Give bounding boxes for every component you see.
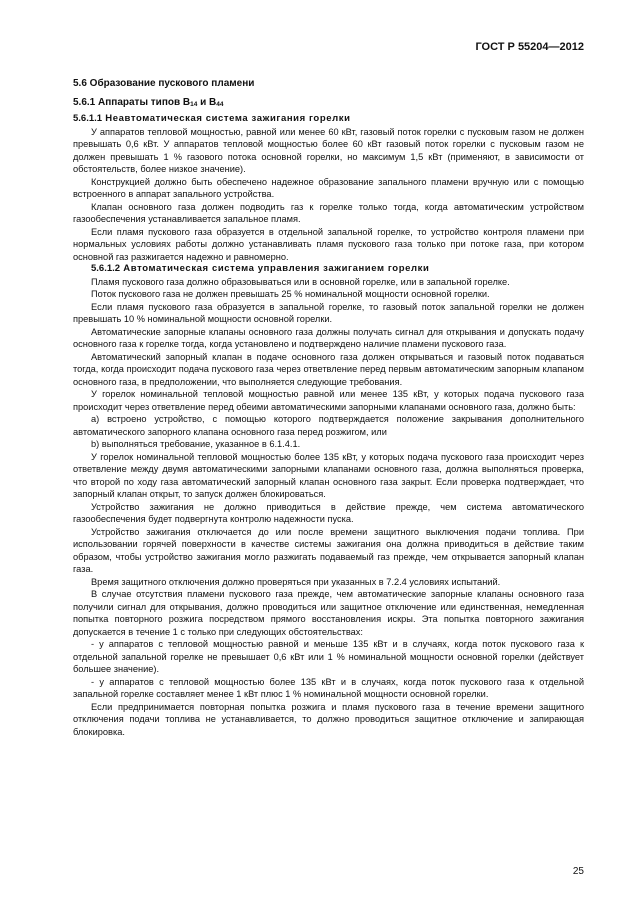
page-number: 25 (572, 866, 584, 877)
paragraph: Если пламя пускового газа образуется в отдельной запальной горелке, то устройство контроля пламени при нормальных условиях работы должно устанавливать пламя пускового газа только при потоке газа, при котором основной газ разжигается надежно и равномерно. (73, 226, 584, 262)
paragraph: Автоматический запорный клапан в подаче основного газа должен открываться и газовый поток подаваться тогда, когда происходит подача пускового газа через ответвление перед первым автоматическим запорным клапаном основного газа, в предположении, что выполняется следующие требования. (73, 351, 584, 387)
paragraph: У горелок номинальной тепловой мощностью более 135 кВт, у которых подача пускового газа происходит через ответвление между двумя автоматическими запорными клапанами основного газа, должна выполняться проверка, что второй по ходу газа автоматический запорный клапан основного газа закрыт. Если проверка подтверждает, что запорный клапан открыт, то запуск должен блокироваться. (73, 451, 584, 499)
subsection-title-text: 5.6.1 Аппараты типов B (73, 96, 191, 108)
paragraph: Поток пускового газа не должен превышать 25 % номинальной мощности основной горелки. (91, 289, 490, 299)
clause-number: 5.6.1.2 (91, 263, 121, 274)
document-body (73, 78, 584, 738)
paragraph: Устройство зажигания отключается до или после времени защитного выключения подачи топлива. При использовании горячей поверхности в качестве системы зажигания она должна приводиться в действие таким образом, чтобы устройство зажигания могло разжигать подаваемый газ прежде, чем открывается запорный клапан газа. (73, 526, 584, 574)
subsection-title (73, 97, 584, 112)
paragraph: Если пламя пускового газа образуется в запальной горелке, то газовый поток запальной горелки не должен превышать 10 % номинальной мощности основной горелки. (73, 301, 584, 324)
list-item: а) встроено устройство, с помощью которого подтверждается положение закрывания дополнительного автоматического запорного клапана основного газа перед розжигом, или (73, 414, 584, 437)
document-code: ГОСТ Р 55204—2012 (475, 41, 584, 53)
list-item: - у аппаратов с тепловой мощностью более 135 кВт и в случаях, когда поток пускового газа к отдельной запальной горелке составляет менее 1 кВт плюс 1 % номинальной мощности основной горелки. (73, 676, 584, 699)
paragraph: Пламя пускового газа должно образовываться или в основной горелке, или в запальной горелке. (91, 276, 510, 287)
list-item: b) выполняться требование, указанное в 6.1.4.1. (91, 439, 301, 449)
clause-5-6-1-1-heading (73, 113, 584, 126)
subsection-title-and: и B (197, 96, 217, 108)
clause-title: Неавтоматическая система зажигания горелки (102, 113, 351, 124)
clause-5-6-1-2-heading (73, 263, 584, 276)
paragraph: Устройство зажигания не должно приводиться в действие прежде, чем система автоматического газообеспечения будет подвергнута контролю надежности пуска. (73, 501, 584, 524)
paragraph: В случае отсутствия пламени пускового газа прежде, чем автоматические запорные клапаны основного газа получили сигнал для открывания, должно проводиться или защитное отключение или единственная, немедленная попытка повторного розжига посредством прямого восстановления искры. Эта попытка повторного зажигания допускается в течение 1 с только при следующих обстоятельствах: (73, 589, 584, 637)
paragraph: У горелок номинальной тепловой мощностью равной или менее 135 кВт, у которых подача пускового газа происходит через ответвление перед обеими автоматическими запорными клапанами основного газа, должно быть: (73, 389, 584, 412)
paragraph: Автоматические запорные клапаны основного газа должны получать сигнал для открывания и допускать подачу основного газа к горелке тогда, когда установлено и подтверждено наличие пламени пускового газа. (73, 326, 584, 349)
paragraph: Конструкцией должно быть обеспечено надежное образование запального пламени вручную или с помощью встроенного в аппарат запального устройства. (73, 176, 584, 199)
clause-title: Автоматическая система управления зажиганием горелки (120, 263, 430, 274)
subsection-title-subscript-1: 14 (190, 100, 198, 108)
list-item: - у аппаратов с тепловой мощностью равной и меньше 135 кВт и в случаях, когда поток пускового газа к отдельной запальной горелке не превышает 0,6 кВт или 1 % номинальной мощности основной горелки (действует большее значение). (73, 639, 584, 674)
subsection-title-subscript-2: 44 (216, 100, 224, 108)
section-title: 5.6 Образование пускового пламени (73, 78, 255, 89)
paragraph: Время защитного отключения должно проверяться при указанных в 7.2.4 условиях испытаний. (91, 576, 501, 587)
clause-number: 5.6.1.1 (73, 113, 103, 124)
paragraph: У аппаратов тепловой мощностью, равной или менее 60 кВт, газовый поток горелки с пусковым газом не должен превышать 0,6 кВт. У аппаратов тепловой мощностью более 60 кВт газовый поток горелки с пусковым газом не должен превышать 1 % газового потока основной горелки, но максимум 1,5 кВт (применяют, в зависимости от обстоятельств, более низкое значение). (73, 126, 584, 174)
paragraph: Клапан основного газа должен подводить газ к горелке только тогда, когда автоматическим устройством газообеспечения устанавливается запальное пламя. (73, 201, 584, 224)
paragraph: Если предпринимается повторная попытка розжига и пламя пускового газа в течение времени защитного отключения подачи топлива не устанавливается, то должно проводиться защитное отключение и запирающая блокировка. (73, 701, 584, 737)
